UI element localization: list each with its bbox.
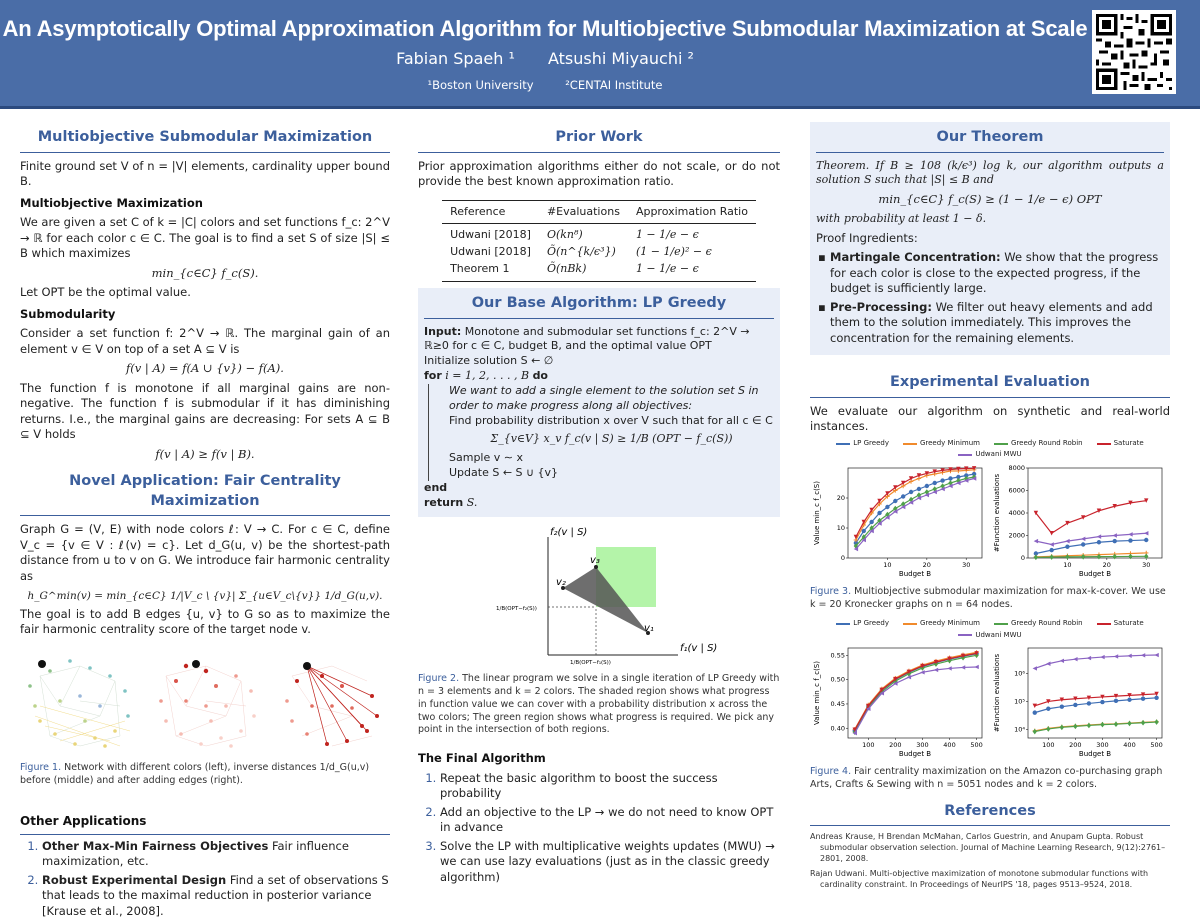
figure-label: Figure 4. [810, 766, 852, 778]
subsection-title: Other Applications [20, 814, 147, 829]
table-header: #Evaluations [539, 200, 628, 224]
alg-text: i = 1, 2, . . . , B [445, 369, 530, 383]
data-point [1144, 537, 1148, 541]
table-cell: Udwani [2018] [450, 245, 531, 259]
legend-swatch [994, 443, 1008, 445]
alg-line [424, 496, 774, 511]
data-point [1154, 696, 1158, 700]
y-tick-label: 10⁴ [1014, 725, 1025, 734]
y-tick-label: 1/B(OPT−f₂(S)) [496, 605, 537, 612]
y-tick-label: 10 [836, 523, 845, 532]
legend-label: Greedy Minimum [919, 438, 980, 447]
caption-text: Network with different colors (left), inverse distances 1/d_G(u,v) before (middle) and after adding edges (right). [20, 761, 370, 786]
body-text: The goal is to add B edges {u, v} to G so as to maximize the fair harmonic centrality score of the target node v. [20, 606, 390, 637]
legend-swatch [1097, 443, 1111, 445]
data-point [1046, 707, 1050, 711]
y-tick-label: 0.50 [830, 675, 845, 684]
data-point [1114, 699, 1118, 703]
list-item: 1. Repeat the basic algorithm to boost the success probability [440, 771, 780, 802]
y-axis-label: #Function evaluations [993, 654, 1001, 733]
data-point [1073, 703, 1077, 707]
middle-column [418, 122, 780, 889]
item-text: Find a set of observations S that leads to the maximal reduction in posterior variance [Krause et al., 2008]. [42, 872, 389, 918]
data-point [885, 504, 889, 508]
legend-item [958, 450, 1021, 459]
table-header: Reference [442, 200, 539, 224]
theorem-text: with probability at least 1 − δ. [816, 211, 987, 225]
table-cell: 1 − 1/e − ϵ [628, 261, 756, 281]
figure-label: Figure 2. [418, 673, 460, 685]
legend-swatch [994, 623, 1008, 625]
theorem-box [810, 122, 1170, 355]
subsection-title: Submodularity [20, 306, 116, 321]
y-tick-label: 2000 [1008, 531, 1025, 540]
x-axis-label: f₁(v | S) [680, 642, 718, 654]
data-point [1097, 540, 1101, 544]
x-tick-label: 20 [922, 560, 931, 569]
y-axis-label: f₂(v | S) [550, 526, 588, 538]
data-point [1128, 538, 1132, 542]
x-axis-label: Budget B [898, 750, 932, 759]
alg-loop-body [428, 384, 774, 481]
legend-label: LP Greedy [853, 619, 889, 628]
y-tick-label: 10⁵ [1014, 697, 1025, 706]
legend-label: Udwani MWU [975, 630, 1022, 639]
data-point [948, 476, 952, 480]
data-point [893, 498, 897, 502]
item-title: Other Max-Min Fairness Objectives [42, 838, 269, 853]
keyword: return [424, 495, 464, 509]
y-axis-label: #Function evaluations [993, 473, 1001, 552]
alg-line: Initialize solution S ← ∅ [424, 354, 554, 368]
legend-item [836, 439, 889, 448]
list-item: 3. Solve the LP with multiplicative weights updates (MWU) → we can use lazy evaluations (just as in the classic greedy algorithm) [440, 839, 780, 886]
legend-label: Udwani MWU [975, 450, 1022, 459]
poster-title: An Asymptotically Optimal Approximation Algorithm for Multiobjective Submodular Maximization at Scale [2, 16, 1088, 41]
legend-swatch [903, 623, 917, 625]
data-point [1060, 705, 1064, 709]
formula: min_{c∈C} f_c(S). [151, 265, 259, 280]
y-tick-label: 0.40 [830, 724, 845, 733]
affiliation-list [0, 78, 1090, 94]
data-point [1033, 711, 1037, 715]
x-tick-label: 500 [970, 741, 983, 750]
y-tick-label: 0.55 [830, 651, 845, 660]
data-point [1113, 539, 1117, 543]
body-text: Prior approximation algorithms either do not scale, or do not provide the best known approximation ratio. [418, 158, 780, 189]
reference-item: Rajan Udwani. Multi-objective maximization of monotone submodular functions with cardinality constraint. In Proceedings of NeurIPS '18, pages 9513–9524, 2018. [810, 868, 1149, 889]
list-item: 2. Add an objective to the LP → we do not need to know OPT in advance [440, 805, 780, 836]
x-axis-label: Budget B [1078, 750, 1112, 759]
table-cell: (1 − 1/e)² − ϵ [635, 245, 712, 259]
affiliation: ¹Boston University [427, 78, 534, 92]
data-point [925, 483, 929, 487]
legend-swatch [836, 623, 850, 625]
x-tick-label: 1/B(OPT−f₁(S)) [570, 659, 611, 666]
legend-item [1097, 619, 1144, 628]
data-point [940, 478, 944, 482]
legend-swatch [903, 443, 917, 445]
alg-line [424, 369, 774, 384]
body-text: We evaluate our algorithm on synthetic and real-world instances. [810, 403, 1170, 434]
legend-swatch [1097, 623, 1111, 625]
table-row [442, 261, 756, 281]
legend-label: Saturate [1113, 438, 1144, 447]
legend-label: Greedy Round Robin [1010, 438, 1083, 447]
table-cell: Õ(nBk) [539, 261, 628, 281]
legend-label: Greedy Round Robin [1010, 619, 1083, 628]
keyword: for [424, 369, 442, 383]
subsection-title: Multiobjective Maximization [20, 195, 203, 210]
item-text: We filter out heavy elements and add them to the solution immediately. This improves the concentration for the remaining elements. [830, 299, 1153, 345]
data-point [1049, 548, 1053, 552]
x-tick-label: 10 [883, 560, 892, 569]
x-tick-label: 100 [862, 741, 875, 750]
qr-code-icon [1096, 14, 1172, 90]
reference-item: Andreas Krause, H Brendan McMahan, Carlos Guestrin, and Anupam Gupta. Robust submodular observation selection. Journal of Machine Learning Research, 9(12):2761–2801, 2008. [810, 832, 1166, 863]
y-tick-label: 0.45 [830, 700, 845, 709]
body-text: Let OPT be the optimal value. [20, 285, 191, 300]
chart-evals-centrality [990, 642, 1170, 762]
x-tick-label: 20 [1102, 560, 1111, 569]
formula: f(v | A) = f(A ∪ {v}) − f(A). [126, 361, 284, 376]
alg-line: Sample v ∼ x [449, 451, 523, 465]
y-axis-label: Value min_c f_c(S) [813, 480, 821, 545]
table-cell: Udwani [2018] [450, 228, 531, 242]
table-cell: O(kn⁸) [546, 228, 583, 242]
alg-comment: We want to add a single element to the solution set S in order to make progress along all objectives: [449, 383, 759, 412]
data-point [917, 486, 921, 490]
alg-text: Monotone and submodular set functions f_c: 2^V → ℝ≥0 for c ∈ C, budget B, and the optimal value OPT [424, 324, 750, 353]
formula: h_G^min(v) = min_{c∈C} 1/|V_c \ {v}| Σ_{u∈V_c\{v}} 1/d_G(u,v). [27, 589, 383, 602]
y-tick-label: 20 [836, 493, 845, 502]
alg-text: S. [466, 495, 478, 509]
x-tick-label: 300 [916, 741, 929, 750]
x-axis-label: Budget B [898, 569, 932, 578]
alg-line: Update S ← S ∪ {v} [449, 466, 559, 480]
list-item [830, 250, 1164, 297]
figure-3 [810, 439, 1170, 582]
legend-item [1097, 439, 1144, 448]
network-figure-colors [20, 646, 138, 758]
table-header: Approximation Ratio [628, 200, 756, 224]
y-tick-label: 6000 [1008, 486, 1025, 495]
data-point [933, 480, 937, 484]
table-header-row [442, 200, 756, 224]
figure-4 [810, 619, 1170, 762]
final-algorithm-list [418, 771, 780, 886]
list-item [42, 873, 390, 920]
chart-evals-cover [990, 462, 1170, 582]
poster-header [0, 0, 1200, 106]
author-name: Atsushi Miyauchi ² [547, 49, 694, 68]
right-column [810, 122, 1170, 894]
chart-legend [810, 619, 1170, 640]
section-title: Experimental Evaluation [810, 367, 1170, 398]
legend-item [903, 439, 980, 448]
section-title: Our Base Algorithm: LP Greedy [424, 288, 774, 319]
legend-item [903, 619, 980, 628]
caption-text: Fair centrality maximization on the Amazon co-purchasing graph Arts, Crafts & Sewing with n = 5051 nodes and k = 2 colors. [810, 766, 1163, 790]
subsection-title: The Final Algorithm [418, 751, 546, 766]
network-figure-before [146, 646, 264, 758]
applications-list [20, 839, 390, 920]
data-point [1081, 542, 1085, 546]
data-point [862, 528, 866, 532]
theorem-text: Theorem. If B ≥ 108 (k/ϵ³) log k, our algorithm outputs a solution S such that |S| ≤ B and [816, 158, 1164, 187]
author-list [0, 48, 1090, 70]
x-tick-label: 30 [962, 560, 971, 569]
caption-text: Multiobjective submodular maximization for max-k-cover. We use k = 20 Kronecker graphs on n = 64 nodes. [810, 585, 1166, 610]
left-column [20, 122, 390, 923]
item-text: Fair influence maximization, etc. [42, 838, 349, 869]
item-title: Martingale Concentration: [830, 250, 1001, 265]
x-axis-label: Budget B [1078, 569, 1112, 578]
body-text: Consider a set function f: 2^V → ℝ. The marginal gain of an element v ∈ V on top of a set A ⊆ V is [20, 326, 390, 356]
x-tick-label: 100 [1042, 741, 1055, 750]
algorithm-pseudocode [424, 325, 774, 511]
body-text: We are given a set C of k = |C| colors and set functions f_c: 2^V → ℝ for each color c ∈ C. The goal is to find a set S of size |S| ≤ B which maximizes [20, 215, 390, 261]
legend-swatch [836, 443, 850, 445]
body-text: The function f is monotone if all marginal gains are non-negative. The function f is submodular if it has diminishing returns. I.e., the marginal gains are decreasing: For sets A ⊆ B ⊆ V holds [20, 380, 390, 442]
table-row [442, 224, 756, 244]
section-title: Multiobjective Submodular Maximization [20, 122, 390, 153]
plot-area [848, 648, 982, 738]
x-tick-label: 30 [1142, 560, 1151, 569]
point-label: v₁ [644, 622, 654, 634]
data-point [1141, 697, 1145, 701]
keyword: Input: [424, 324, 462, 338]
y-tick-label: 10⁶ [1014, 669, 1025, 678]
point-label: v₃ [590, 554, 600, 566]
keyword: end [424, 480, 448, 494]
figure-caption [418, 673, 780, 737]
section-title: Prior Work [418, 122, 780, 153]
legend-swatch [958, 454, 972, 456]
data-point [1065, 544, 1069, 548]
legend-item [958, 631, 1021, 640]
alg-line: Find probability distribution x over V such that for all c ∈ C [449, 413, 773, 427]
network-figure-after [272, 646, 390, 758]
figure-caption [810, 586, 1170, 612]
legend-item [994, 619, 1083, 628]
author-name: Fabian Spaeh ¹ [396, 49, 515, 68]
table-row [442, 244, 756, 261]
data-point [869, 519, 873, 523]
legend-item [994, 439, 1083, 448]
item-text: We show that the progress for each color is close to the expected progress, if the budget is sufficiently large. [830, 250, 1159, 296]
table-cell: 1 − 1/e − ϵ [635, 228, 699, 242]
y-tick-label: 0 [1020, 553, 1025, 562]
y-tick-label: 8000 [1008, 463, 1025, 472]
body-text: Graph G = (V, E) with node colors ℓ: V → C. For c ∈ C, define V_c = {v ∈ V : ℓ(v) = c}. Let d_G(u, v) be the shortest-path distance from u to v on G. We introduce fair harmonic centrality as [20, 522, 390, 583]
data-point [877, 510, 881, 514]
list-item [830, 300, 1164, 347]
section-title: Novel Application: Fair Centrality Maximization [20, 466, 390, 516]
x-tick-label: 400 [1123, 741, 1136, 750]
legend-label: Saturate [1113, 619, 1144, 628]
formula: Σ_{v∈V} x_v f_c(v | S) ≥ 1/B (OPT − f_c(S)) [490, 432, 733, 446]
figure-caption [810, 766, 1170, 792]
keyword: do [532, 369, 548, 383]
table-cell: Õ(n^{k/ϵ³}) [546, 245, 616, 259]
body-text: Proof Ingredients: [816, 230, 918, 245]
chart-pair [810, 462, 1170, 582]
item-title: Pre-Processing: [830, 299, 932, 314]
formula: f(v | A) ≥ f(v | B). [155, 446, 255, 461]
chart-pair [810, 642, 1170, 762]
affiliation: ²CENTAI Institute [565, 78, 663, 92]
alg-input [424, 325, 774, 355]
network-figures [20, 646, 390, 758]
legend-label: LP Greedy [853, 438, 889, 447]
prior-work-table [442, 200, 756, 282]
figure-caption [20, 762, 390, 788]
list-item [42, 839, 390, 870]
header-divider [0, 106, 1200, 109]
item-title: Robust Experimental Design [42, 872, 227, 887]
x-tick-label: 500 [1150, 741, 1163, 750]
data-point [1100, 700, 1104, 704]
data-point [1127, 698, 1131, 702]
y-axis-label: Value min_c f_c(S) [813, 661, 821, 726]
x-tick-label: 200 [1069, 741, 1082, 750]
section-title: Our Theorem [816, 122, 1164, 153]
x-tick-label: 300 [1096, 741, 1109, 750]
formula: min_{c∈C} f_c(S) ≥ (1 − 1/e − ϵ) OPT [878, 192, 1102, 207]
y-tick-label: 0 [840, 553, 845, 562]
legend-label: Greedy Minimum [919, 619, 980, 628]
data-point [1087, 701, 1091, 705]
x-tick-label: 10 [1063, 560, 1072, 569]
algorithm-box [418, 288, 780, 517]
x-tick-label: 400 [943, 741, 956, 750]
chart-value-cover [810, 462, 990, 582]
y-tick-label: 4000 [1008, 508, 1025, 517]
proof-ingredients-list [816, 250, 1164, 346]
data-point [901, 494, 905, 498]
qr-code[interactable] [1092, 10, 1176, 94]
intro-text: Finite ground set V of n = |V| elements, cardinality upper bound B. [20, 158, 390, 189]
data-point [909, 489, 913, 493]
figure-label: Figure 3. [810, 585, 852, 597]
x-tick-label: 200 [889, 741, 902, 750]
section-title: References [810, 796, 1170, 827]
point-label: v₂ [556, 576, 566, 588]
caption-text: The linear program we solve in a single iteration of LP Greedy with n = 3 elements and k = 2 colors. The shaded region shows what progress in function value we can cover with a probability distribution x across the two colors; The green region shows what progress is required. We pick any point in the intersection of both regions. [418, 673, 780, 736]
divider [20, 834, 390, 835]
references-list [810, 832, 1170, 890]
lp-figure [418, 525, 780, 665]
legend-item [836, 619, 889, 628]
table-cell: Theorem 1 [442, 261, 539, 281]
chart-value-centrality [810, 642, 990, 762]
figure-label: Figure 1. [20, 761, 62, 773]
chart-legend [810, 439, 1170, 460]
legend-swatch [958, 634, 972, 636]
